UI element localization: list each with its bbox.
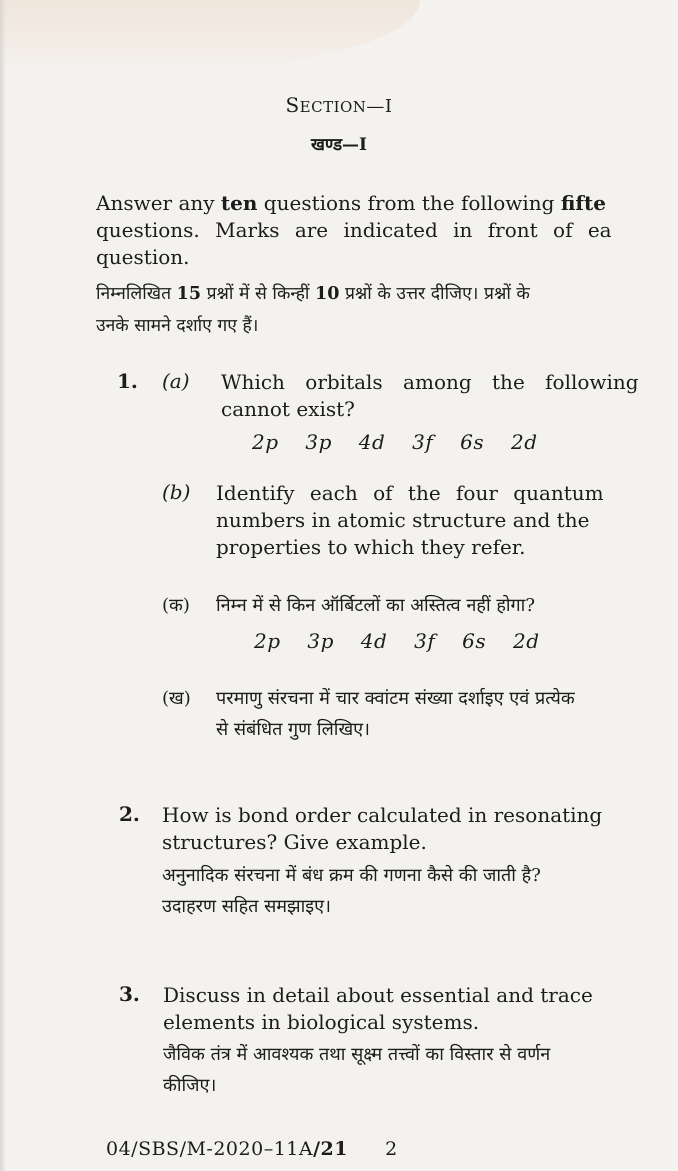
instr-hi-bold-10: 10 (315, 284, 340, 304)
instr-hi-text: निम्नलिखित (96, 284, 177, 304)
instructions-english (96, 190, 678, 271)
instructions-hindi-line1 (96, 278, 678, 310)
question-1a-hindi-text: निम्न में से किन ऑर्बिटलों का अस्तित्व नहीं होगा? (216, 595, 535, 616)
question-2-line2: structures? Give example. (162, 830, 427, 854)
page-number: 2 (385, 1138, 398, 1160)
question-3-hindi-line1: जैविक तंत्र में आवश्यक तथा सूक्ष्म तत्त्वों का विस्तार से वर्णन (163, 1044, 551, 1065)
question-1b-label: (b) (162, 480, 191, 504)
orbital-3f: 3f (414, 629, 436, 653)
question-1b-line3: properties to which they refer. (216, 535, 526, 559)
instructions-english-line2: questions. Marks are indicated in front of ea (96, 218, 612, 242)
question-1a-text (221, 369, 678, 423)
section-title-hindi: खण्ड—I (310, 135, 368, 155)
question-3-hindi (163, 1039, 673, 1101)
instr-hi-bold-15: 15 (176, 284, 201, 304)
paper-stain (0, 0, 420, 70)
instructions-hindi-line2: उनके सामने दर्शाए गए हैं। (96, 316, 259, 336)
section-title-english: SECTION—I (285, 93, 393, 117)
instr-bold-fifteen: fifte (560, 191, 606, 215)
question-2-text (162, 802, 672, 856)
orbital-3f: 3f (412, 430, 434, 454)
orbital-4d: 4d (358, 430, 386, 454)
paper-code-footer (106, 1138, 398, 1160)
orbital-4d: 4d (360, 629, 388, 653)
instr-bold-ten: ten (220, 191, 258, 215)
question-1a-hindi-label: (क) (162, 595, 190, 616)
question-1b-hindi-label: (ख) (162, 688, 191, 709)
question-3-line1: Discuss in detail about essential and trace (163, 983, 593, 1007)
instr-text: Answer any (96, 191, 221, 215)
page-edge-shadow (0, 0, 6, 1171)
instr-text: questions from the following (257, 191, 561, 215)
orbitals-list-english (252, 430, 538, 454)
paper-code: 04/SBS/M-2020–11A (106, 1138, 314, 1160)
instr-hi-text: प्रश्नों में से किन्हीं (201, 284, 316, 304)
question-3-line2: elements in biological systems. (163, 1010, 480, 1034)
question-1a-line1: Which orbitals among the following (221, 370, 639, 394)
question-1b-hindi-line1: परमाणु संरचना में चार क्वांटम संख्या दर्शाइए एवं प्रत्येक (216, 688, 575, 709)
question-1b-line2: numbers in atomic structure and the (216, 508, 590, 532)
instructions-english-line1 (96, 190, 678, 217)
paper-code-suffix: /21 (313, 1138, 348, 1160)
orbital-3p: 3p (307, 629, 334, 653)
question-1b-hindi-text (216, 683, 676, 745)
instr-hi-text: प्रश्नों के उत्तर दीजिए। प्रश्नों के (339, 284, 530, 304)
question-2-hindi-line2: उदाहरण सहित समझाइए। (162, 896, 331, 917)
orbital-2d: 2d (511, 430, 538, 454)
orbital-2d: 2d (513, 629, 540, 653)
instructions-hindi (96, 278, 678, 342)
question-1b-text (216, 480, 676, 561)
orbital-2p: 2p (252, 430, 279, 454)
orbital-6s: 6s (460, 430, 485, 454)
orbital-6s: 6s (462, 629, 487, 653)
question-2-line1: How is bond order calculated in resonating (162, 803, 603, 827)
question-1-number: 1. (117, 369, 138, 393)
question-3-text (163, 982, 673, 1036)
question-2-hindi-line1: अनुनादिक संरचना में बंध क्रम की गणना कैसे की जाती है? (162, 865, 541, 886)
orbital-3p: 3p (305, 430, 332, 454)
question-1a-label: (a) (162, 369, 190, 393)
question-2-number: 2. (119, 802, 140, 826)
orbitals-list-hindi (254, 629, 540, 653)
question-2-hindi (162, 860, 672, 922)
question-3-number: 3. (119, 982, 140, 1006)
instructions-english-line3: question. (96, 245, 190, 269)
question-3-hindi-line2: कीजिए। (163, 1075, 217, 1096)
orbital-2p: 2p (254, 629, 281, 653)
question-1a-line2: cannot exist? (221, 397, 355, 421)
question-1b-line1: Identify each of the four quantum (216, 481, 604, 505)
question-1b-hindi-line2: से संबंधित गुण लिखिए। (216, 719, 370, 740)
